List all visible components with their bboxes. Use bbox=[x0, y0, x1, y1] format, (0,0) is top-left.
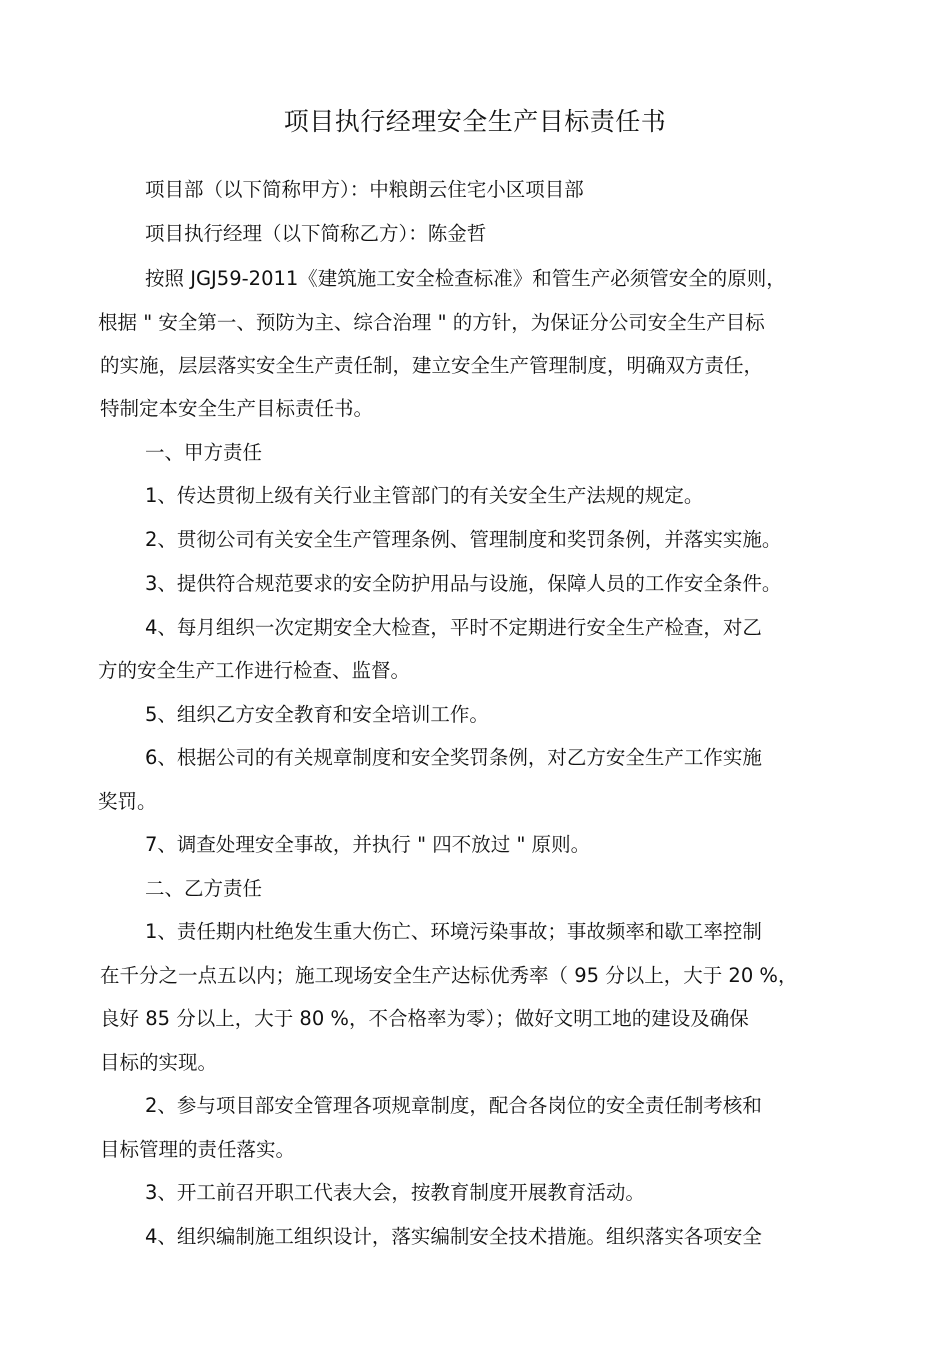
intro-paragraph-line: 特制定本安全生产目标责任书。 bbox=[100, 397, 374, 420]
party-a-item-2: 2、贯彻公司有关安全生产管理条例、管理制度和奖罚条例，并落实实施。 bbox=[145, 528, 782, 551]
party-a-item-5: 5、组织乙方安全教育和安全培训工作。 bbox=[145, 703, 489, 726]
party-a-item-3: 3、提供符合规范要求的安全防护用品与设施，保障人员的工作安全条件。 bbox=[145, 572, 782, 595]
party-a-item-6: 6、根据公司的有关规章制度和安全奖罚条例，对乙方安全生产工作实施 bbox=[145, 746, 762, 769]
party-b-item-2-cont: 目标管理的责任落实。 bbox=[100, 1138, 296, 1161]
intro-paragraph-line: 按照 JGJ59-2011《建筑施工安全检查标准》和管生产必须管安全的原则， bbox=[145, 267, 786, 290]
party-b-item-1: 1、责任期内杜绝发生重大伤亡、环境污染事故；事故频率和歇工率控制 bbox=[145, 920, 762, 943]
section-heading-party-a: 一、甲方责任 bbox=[145, 441, 263, 464]
intro-paragraph-line: 根据 " 安全第一、预防为主、综合治理 " 的方针，为保证分公司安全生产目标 bbox=[98, 311, 765, 334]
party-a-item-7: 7、调查处理安全事故，并执行 " 四不放过 " 原则。 bbox=[145, 833, 591, 856]
party-b-item-1-cont: 良好 85 分以上，大于 80 %，不合格率为零）；做好文明工地的建设及确保 bbox=[100, 1007, 749, 1030]
party-a-item-6-cont: 奖罚。 bbox=[98, 790, 157, 813]
party-a-line: 项目部（以下简称甲方）：中粮朗云住宅小区项目部 bbox=[145, 178, 584, 201]
document-title: 项目执行经理安全生产目标责任书 bbox=[283, 107, 667, 136]
party-b-item-4: 4、组织编制施工组织设计，落实编制安全技术措施。组织落实各项安全 bbox=[145, 1225, 762, 1248]
party-b-item-3: 3、开工前召开职工代表大会，按教育制度开展教育活动。 bbox=[145, 1181, 645, 1204]
party-b-line: 项目执行经理（以下简称乙方）：陈金哲 bbox=[145, 222, 487, 245]
party-b-item-2: 2、参与项目部安全管理各项规章制度，配合各岗位的安全责任制考核和 bbox=[145, 1094, 762, 1117]
party-b-item-1-cont: 目标的实现。 bbox=[100, 1051, 218, 1074]
party-b-item-1-cont: 在千分之一点五以内；施工现场安全生产达标优秀率（ 95 分以上，大于 20 %， bbox=[100, 964, 798, 987]
party-a-item-1: 1、传达贯彻上级有关行业主管部门的有关安全生产法规的规定。 bbox=[145, 484, 704, 507]
party-a-item-4-cont: 方的安全生产工作进行检查、监督。 bbox=[98, 659, 411, 682]
party-a-item-4: 4、每月组织一次定期安全大检查，平时不定期进行安全生产检查，对乙 bbox=[145, 616, 762, 639]
intro-paragraph-line: 的实施，层层落实安全生产责任制，建立安全生产管理制度，明确双方责任， bbox=[100, 354, 764, 377]
section-heading-party-b: 二、乙方责任 bbox=[145, 877, 263, 900]
